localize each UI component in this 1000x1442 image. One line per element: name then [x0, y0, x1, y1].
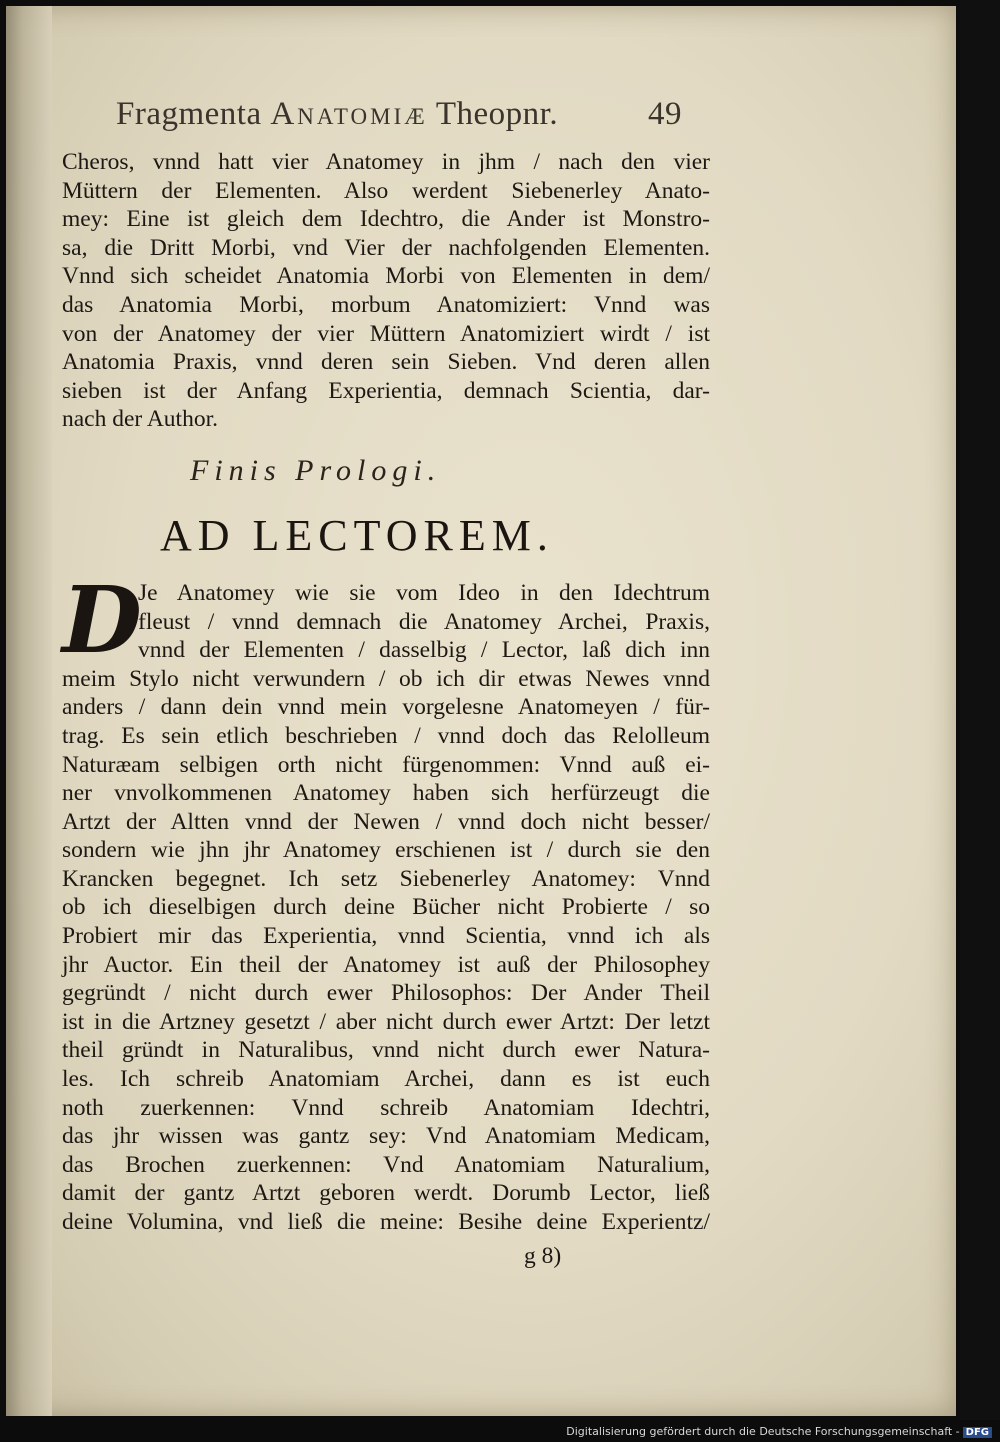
- text-line: sa, die Dritt Morbi, vnd Vier der nachfolgenden Elementen.: [62, 234, 710, 261]
- text-line: ob ich dieselbigen durch deine Bücher nicht Probierte / so: [62, 894, 710, 921]
- text-line: nach der Author.: [62, 406, 218, 433]
- scan-background-edge: [960, 0, 1000, 1420]
- page-content: [62, 96, 710, 1270]
- running-head: [62, 96, 710, 146]
- footer-text: Digitalisierung gefördert durch die Deutsche Forschungsgemeinschaft -: [566, 1425, 960, 1438]
- text-line: Artzt der Altten vnnd der Newen / vnnd doch nicht besser/: [62, 808, 710, 835]
- running-title-end: Theopnr.: [435, 96, 559, 132]
- section-heading: AD LECTOREM.: [160, 510, 554, 560]
- text-line: sondern wie jhn jhr Anatomey erschienen ist / durch sie den: [62, 837, 710, 864]
- running-title-smallcaps: Anatomiæ: [270, 96, 428, 132]
- text-line: gegründt / nicht durch ewer Philosophos: Der Ander Theil: [62, 980, 710, 1007]
- text-line: sieben ist der Anfang Experientia, demnach Scientia, dar-: [62, 377, 710, 404]
- text-line: deine Volumina, vnd ließ die meine: Besihe deine Experientz/: [62, 1209, 710, 1235]
- text-line: damit der gantz Artzt geboren werdt. Dorumb Lector, ließ: [62, 1180, 710, 1207]
- prologue-text: [62, 148, 710, 434]
- drop-cap: D: [62, 565, 142, 674]
- text-line: Probiert mir das Experientia, vnnd Scientia, vnnd ich als: [62, 923, 710, 950]
- text-line: theil gründt in Naturalibus, vnnd nicht durch ewer Natura-: [62, 1037, 710, 1064]
- running-title-word: Fragmenta: [116, 96, 262, 132]
- text-line: ner vnvolkommenen Anatomey haben sich herfürzeugt die: [62, 780, 710, 807]
- text-line: das Brochen zuerkennen: Vnd Anatomiam Naturalium,: [62, 1151, 710, 1178]
- dfg-logo: DFG: [963, 1427, 992, 1438]
- text-line: vnnd der Elementen / dasselbig / Lector, laß dich inn: [138, 637, 710, 664]
- text-line: mey: Eine ist gleich dem Idechtro, die Ander ist Monstro-: [62, 206, 710, 233]
- text-line: anders / dann dein vnnd mein vorgelesne Anatomeyen / für-: [62, 694, 710, 721]
- text-line: Je Anatomey wie sie vom Ideo in den Idechtrum: [138, 579, 710, 606]
- running-title: [116, 96, 558, 133]
- text-line: Cheros, vnnd hatt vier Anatomey in jhm / nach den vier: [62, 149, 710, 175]
- book-page: [6, 6, 956, 1416]
- text-line: das jhr wissen was gantz sey: Vnd Anatomiam Medicam,: [62, 1123, 710, 1150]
- text-line: Vnnd sich scheidet Anatomia Morbi von Elementen in dem/: [62, 263, 710, 290]
- text-line: meim Stylo nicht verwundern / ob ich dir etwas Newes vnnd: [62, 665, 710, 692]
- text-line: Müttern der Elementen. Also werdent Siebenerley Anato-: [62, 177, 710, 204]
- text-line: noth zuerkennen: Vnnd schreib Anatomiam Idechtri,: [62, 1094, 710, 1121]
- footer-credit: [566, 1425, 992, 1438]
- text-line: ist in die Artzney gesetzt / aber nicht durch ewer Artzt: Der letzt: [62, 1008, 710, 1035]
- text-line: Naturæam selbigen orth nicht fürgenommen: Vnnd auß ei-: [62, 751, 710, 778]
- text-line: jhr Auctor. Ein theil der Anatomey ist auß der Philosophey: [62, 951, 710, 978]
- text-line: das Anatomia Morbi, morbum Anatomiziert: Vnnd was: [62, 291, 710, 318]
- page-gutter-shadow: [6, 6, 52, 1416]
- text-line: Krancken begegnet. Ich setz Siebenerley Anatomey: Vnnd: [62, 865, 710, 892]
- catchword: g 8): [524, 1242, 562, 1269]
- text-line: Anatomia Praxis, vnnd deren sein Sieben. Vnd deren allen: [62, 349, 710, 376]
- text-line: fleust / vnnd demnach die Anatomey Archei, Praxis,: [138, 608, 710, 635]
- text-line: trag. Es sein etlich beschrieben / vnnd doch das Relolleum: [62, 722, 710, 749]
- page-number: 49: [648, 96, 682, 132]
- text-line: von der Anatomey der vier Müttern Anatomiziert wirdt / ist: [62, 320, 710, 347]
- lectorem-text: [62, 565, 710, 1237]
- text-line: les. Ich schreib Anatomiam Archei, dann es ist euch: [62, 1066, 710, 1093]
- finis-prologi: Finis Prologi.: [190, 453, 442, 487]
